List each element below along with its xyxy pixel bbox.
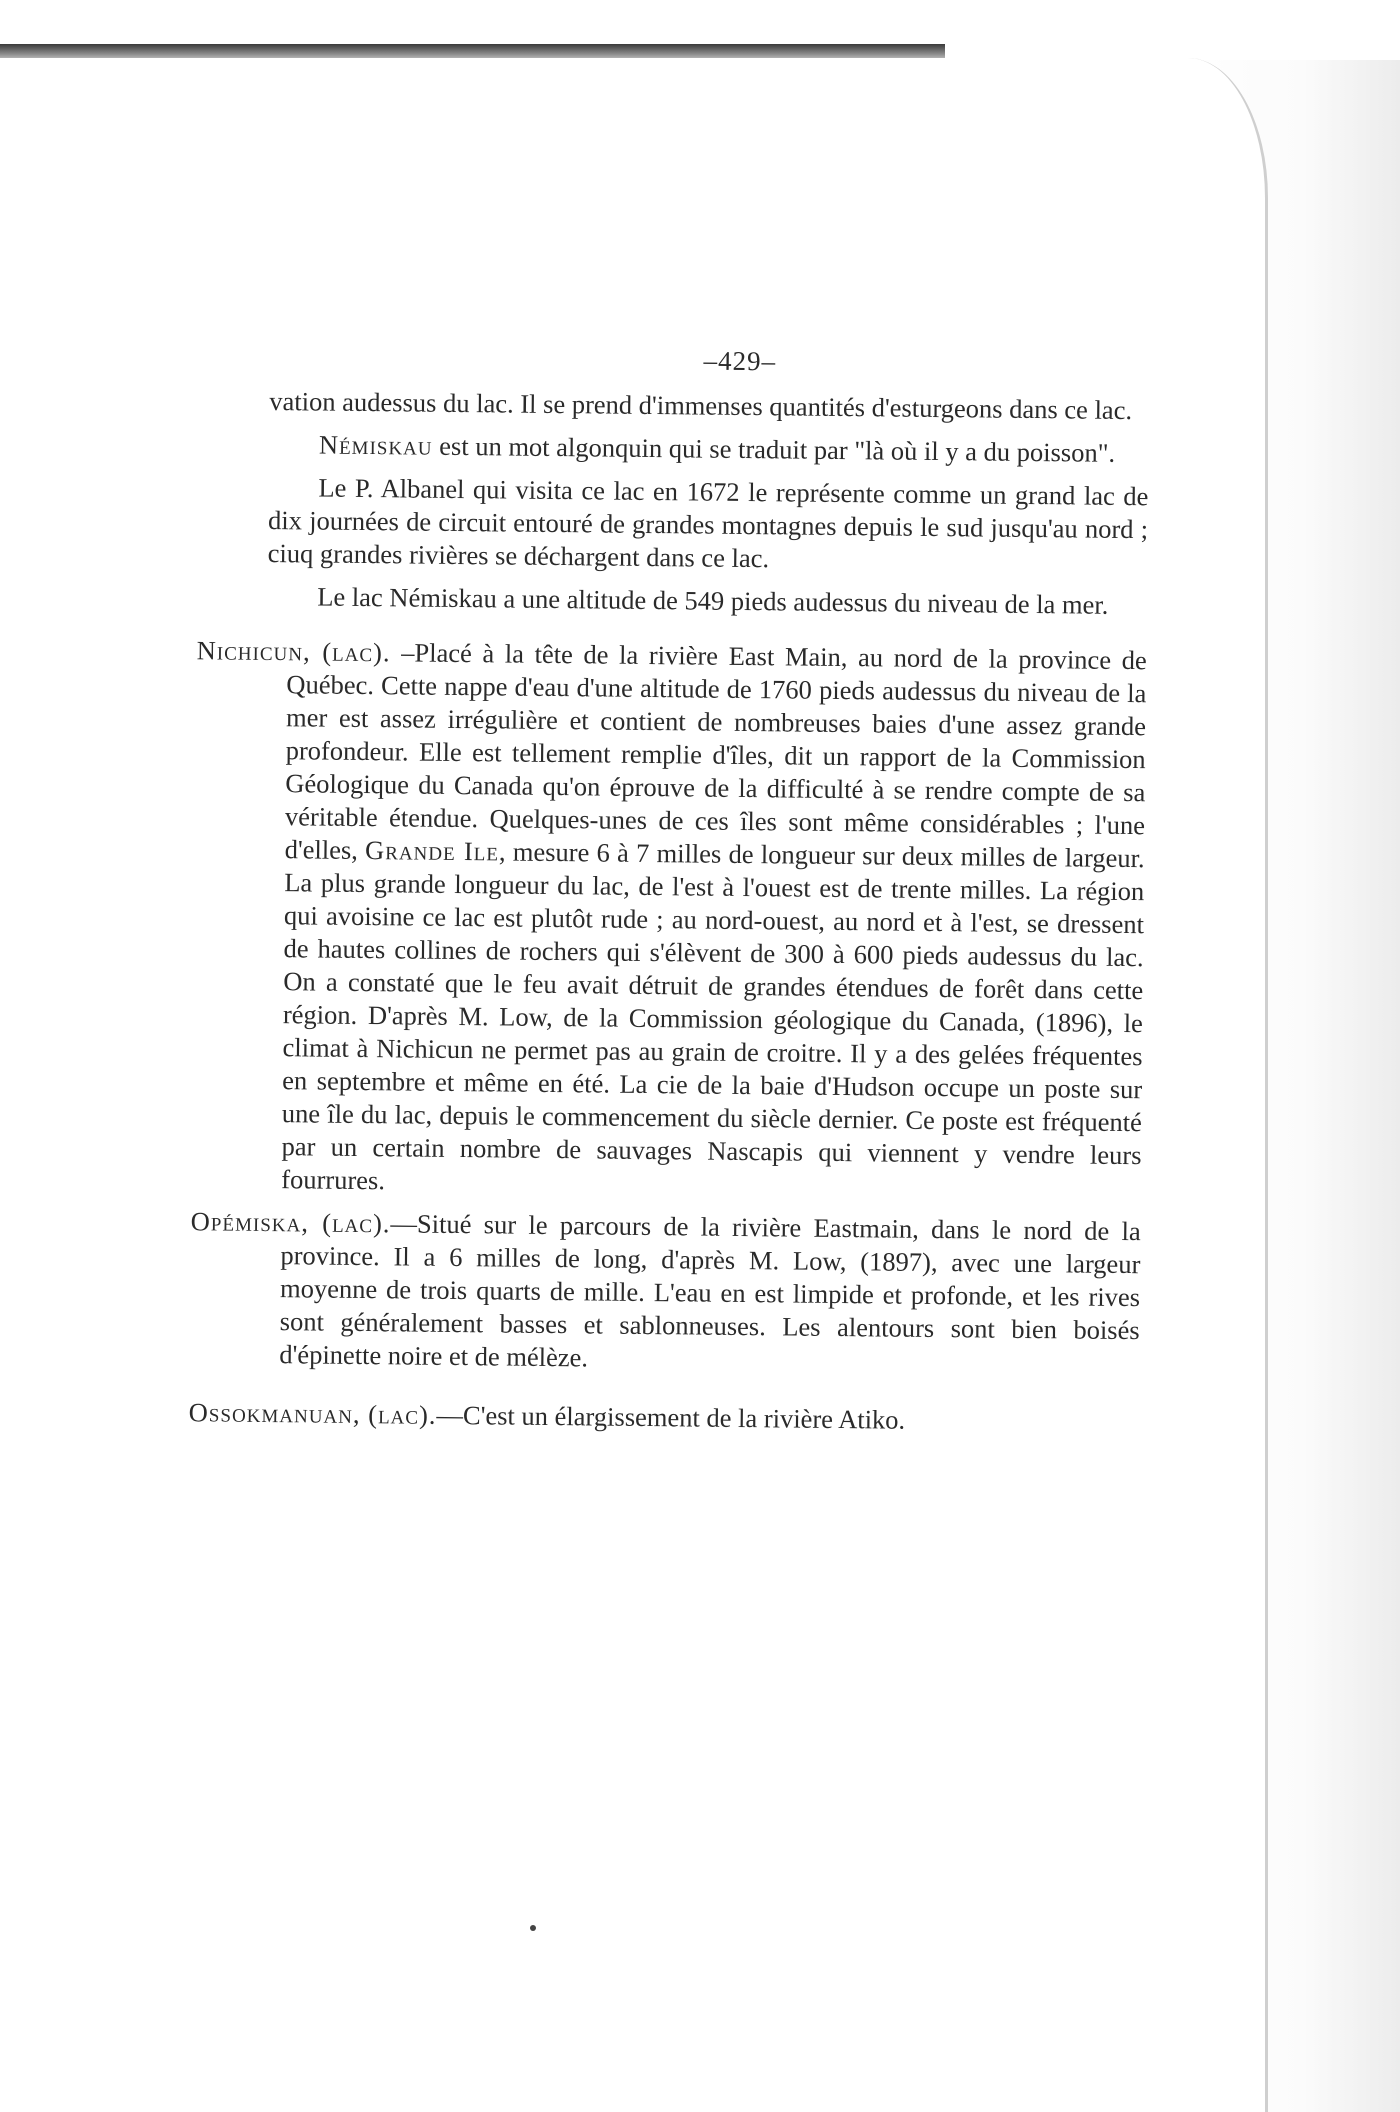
term-nemiskau: Némiskau	[318, 429, 433, 461]
paragraph-text: Le lac Némiskau a une altitude de 549 pieds audessus du niveau de la mer.	[317, 581, 1109, 620]
paragraph-nemiskau-name	[269, 428, 1149, 470]
entry-heading: Ossokmanuan, (lac).	[188, 1397, 437, 1430]
entry-heading: Opémiska, (lac).	[190, 1206, 391, 1239]
entry-heading: Nichicun, (lac).	[196, 635, 391, 668]
ink-speck	[530, 1925, 536, 1931]
paragraph-text: est un mot algonquin qui se traduit par "là où il y a du poisson".	[432, 430, 1116, 468]
island-name: Grande Ile	[364, 835, 500, 867]
paragraph-altitude	[267, 580, 1147, 622]
paragraph-text: vation audessus du lac. Il se prend d'immenses quantités d'esturgeons dans ce lac.	[269, 385, 1133, 426]
entry-text: —Situé sur le parcours de la rivière Eastmain, dans le nord de la province. Il a 6 milles de long, d'après M. Low, (1897), avec une largeur moyenne de trois quarts de mille. L'eau en est limpide et profonde, et les rives sont généralement basses et sablonneuses. Les alentours sont bien boisés d'épinette noire et de mélèze.	[279, 1208, 1141, 1373]
page-number: –429–	[703, 345, 777, 377]
entry-text: , mesure 6 à 7 milles de longueur sur deux milles de largeur. La plus grande longueur du lac, de l'est à l'ouest est de trente milles. La région qui avoisine ce lac est plutôt rude ; au nord-ouest, au nord et à l'est, se dressent de hautes collines de rochers qui s'élèvent de 300 à 600 pieds audessus du lac. On a constaté que le feu avait détruit de grandes étendues de forêt dans cette région. D'après M. Low, de la Commission géologique du Canada, (1896), le climat à Nichicun ne permet pas au grain de croitre. Il y a des gelées fréquentes en septembre et même en été. La cie de la baie d'Hudson occupe un poste sur une île du lac, depuis le commencement du siècle dernier. Ce poste est fréquenté par un certain nombre de sauvages Nascapis qui viennent y vendre leurs fourrures.	[281, 836, 1145, 1196]
page-content	[188, 340, 1149, 1449]
entry-text: –Placé à la tête de la rivière East Main, au nord de la province de Québec. Cette nappe d'eau d'une altitude de 1760 pieds audessus du niveau de la mer est assez irrégulière et contient de nombreuses baies d'une assez grande profondeur. Elle est tellement remplie d'îles, dit un rapport de la Commission Géologique du Canada qu'on éprouve de la difficulté à se rendre compte de sa véritable étendue. Quelques-unes de ces îles sont même considérables ; l'une d'elles,	[284, 637, 1147, 866]
entry-ossokmanuan	[189, 1396, 1139, 1439]
paragraph-continuation	[269, 385, 1149, 427]
entry-opemiska	[189, 1205, 1141, 1380]
entry-text: —C'est un élargissement de la rivière Atiko.	[436, 1399, 906, 1435]
paragraph-albanel	[268, 471, 1149, 579]
entry-nichicun	[191, 634, 1147, 1205]
paragraph-text: Le P. Albanel qui visita ce lac en 1672 le représente comme un grand lac de dix journées de circuit entouré de grandes montagnes depuis le sud jusqu'au nord ; ciuq grandes rivières se déchargent dans ce lac.	[267, 472, 1149, 574]
